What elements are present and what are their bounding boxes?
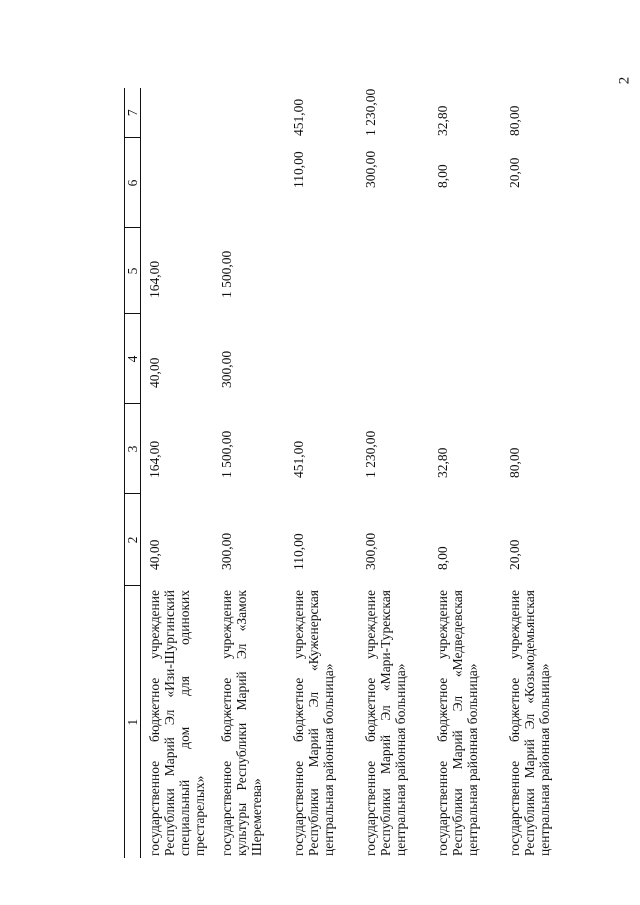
institution-name: государственное бюджетное учреждение Республики Марий Эл «Козьмодемьянская центральная районная больница» bbox=[507, 590, 552, 856]
column-header-3: 3 bbox=[125, 404, 141, 494]
cell-col-3: 1 230,00 bbox=[363, 430, 378, 478]
cell-col-4: 40,00 bbox=[147, 357, 162, 388]
cell-col-6: 300,00 bbox=[363, 150, 378, 188]
table-row bbox=[357, 88, 429, 858]
cell-col-2: 300,00 bbox=[363, 532, 378, 570]
institution-name: государственное бюджетное учреждение Республики Марий Эл «Куженерская центральная районная больница» bbox=[291, 590, 336, 856]
table-row bbox=[429, 88, 501, 858]
column-header-5: 5 bbox=[125, 228, 141, 314]
column-header-6: 6 bbox=[125, 138, 141, 228]
cell-col-4 bbox=[501, 314, 573, 404]
cell-col-5: 1 500,00 bbox=[219, 250, 234, 298]
cell-col-7: 80,00 bbox=[507, 105, 522, 136]
cell-col-3: 80,00 bbox=[507, 447, 522, 478]
cell-col-2: 110,00 bbox=[291, 533, 306, 570]
cell-col-7 bbox=[213, 88, 285, 138]
cell-col-2: 40,00 bbox=[147, 539, 162, 570]
column-header-1: 1 bbox=[125, 586, 141, 858]
cell-col-6: 20,00 bbox=[507, 157, 522, 188]
cell-col-6 bbox=[141, 138, 214, 228]
table-row bbox=[141, 88, 214, 858]
cell-col-6: 110,00 bbox=[291, 151, 306, 188]
page-number: 2 bbox=[615, 76, 632, 85]
cell-col-3: 32,80 bbox=[435, 447, 450, 478]
cell-col-4: 300,00 bbox=[219, 350, 234, 388]
cell-col-2: 300,00 bbox=[219, 532, 234, 570]
institution-name: государственное бюджетное учреждение Республики Марий Эл «Медведевская центральная районная больница» bbox=[435, 590, 480, 856]
rotated-table-container bbox=[124, 88, 552, 858]
cell-col-6: 8,00 bbox=[435, 164, 450, 188]
cell-col-7: 451,00 bbox=[291, 98, 306, 136]
table-row bbox=[501, 88, 573, 858]
cell-col-5 bbox=[429, 228, 501, 314]
cell-col-7 bbox=[141, 88, 214, 138]
cell-col-4 bbox=[429, 314, 501, 404]
cell-col-4 bbox=[357, 314, 429, 404]
cell-col-2: 8,00 bbox=[435, 546, 450, 570]
cell-col-3: 451,00 bbox=[291, 440, 306, 478]
table-row bbox=[285, 88, 357, 858]
column-header-7: 7 bbox=[125, 88, 141, 138]
cell-col-5 bbox=[501, 228, 573, 314]
institution-name: государственное бюджетное учреждение Республики Марий Эл «Мари-Турекская центральная районная больница» bbox=[363, 590, 408, 856]
institution-name: государственное бюджетное учреждение культуры Республики Марий Эл «Замок Шереметева» bbox=[219, 590, 264, 856]
cell-col-3: 164,00 bbox=[147, 440, 162, 478]
cell-col-5 bbox=[357, 228, 429, 314]
cell-col-7: 32,80 bbox=[435, 105, 450, 136]
cell-col-7: 1 230,00 bbox=[363, 88, 378, 136]
institution-name: государственное бюджетное учреждение Республики Марий Эл «Изи-Шургинский специальный дом для одиноких престарелых» bbox=[147, 590, 207, 856]
cell-col-5 bbox=[285, 228, 357, 314]
table-row bbox=[213, 88, 285, 858]
cell-col-4 bbox=[285, 314, 357, 404]
cell-col-2: 20,00 bbox=[507, 539, 522, 570]
cell-col-3: 1 500,00 bbox=[219, 430, 234, 478]
cell-col-6 bbox=[213, 138, 285, 228]
cell-col-5: 164,00 bbox=[147, 260, 162, 298]
column-header-2: 2 bbox=[125, 494, 141, 586]
column-header-4: 4 bbox=[125, 314, 141, 404]
header-row bbox=[125, 88, 141, 858]
data-table bbox=[124, 88, 573, 858]
